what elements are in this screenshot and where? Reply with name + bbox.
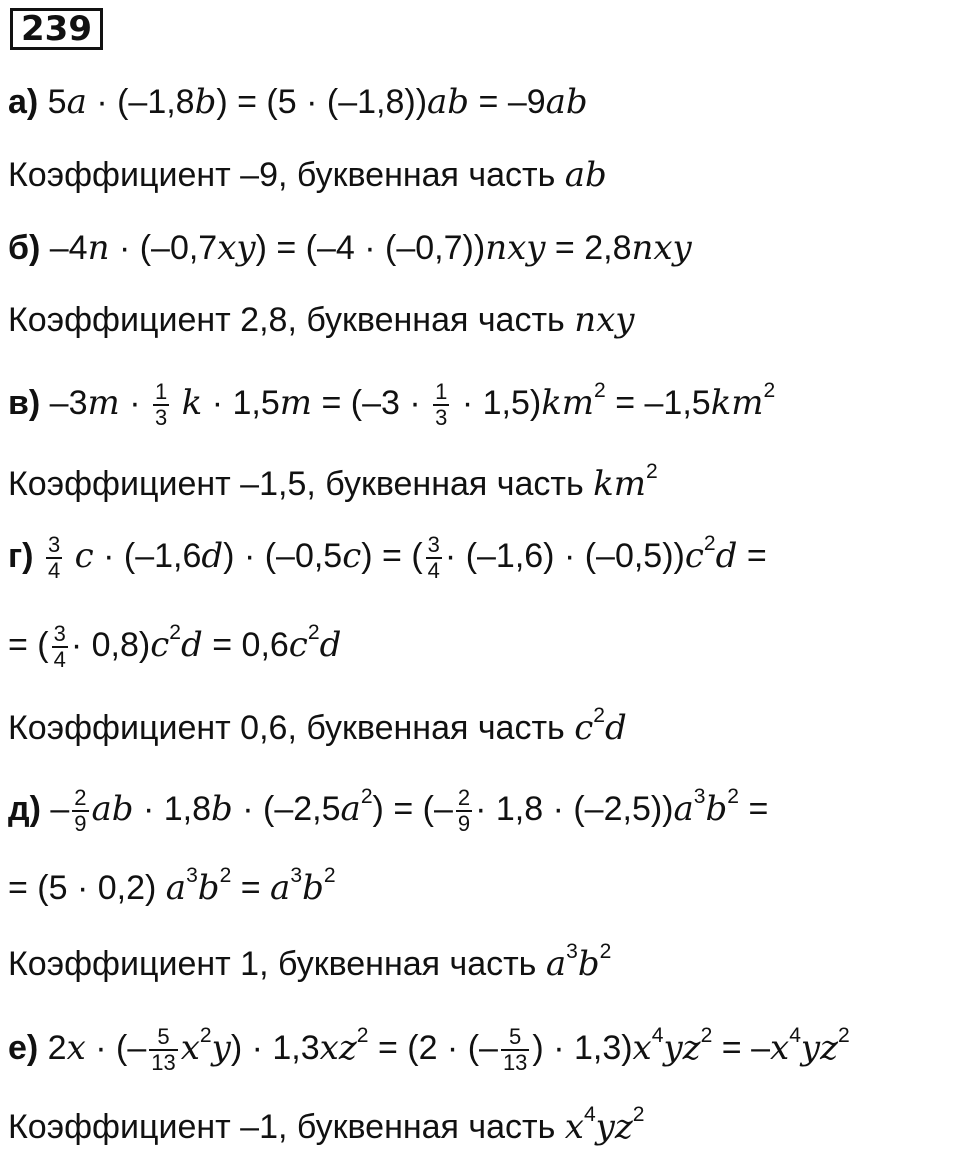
part-e-coefficient: Коэффициент –1, буквенная часть $x^4yz^2$ (8, 1103, 645, 1147)
part-b-coef-text: Коэффициент 2,8, буквенная часть (8, 301, 575, 339)
part-g-equation: г) $\frac{3}{4}$ c · (–1,6d) · (–0,5c) = ( $\frac{3}{4}$ · $(-1,6) \cdot (-0,5))c^2d$ = (8, 532, 767, 583)
fraction: $\frac{2}{9}$ (457, 785, 471, 836)
part-b-label: б) (8, 229, 41, 267)
part-v-label: в) (8, 383, 41, 422)
part-b-equation: б) –4n · (–0,7xy) = (–4 · (–0,7))nxy = 2,8nxy (8, 228, 692, 268)
part-g-label: г) (8, 536, 34, 575)
fraction: $\frac{3}{4}$ (427, 532, 440, 583)
part-a-letters: ab (564, 155, 607, 195)
part-v-coef-text: Коэффициент –1,5, буквенная часть (8, 465, 594, 503)
part-e-label: е) (8, 1028, 39, 1067)
part-g-coefficient: Коэффициент 0,6, буквенная часть $c^2d$ (8, 704, 627, 748)
fraction: $\frac{3}{4}$ (53, 621, 66, 672)
part-v-letters: km (593, 464, 646, 504)
part-a-label: а) (8, 83, 39, 121)
fraction: $\frac{1}{3}$ (154, 379, 168, 430)
part-d-coefficient: Коэффициент 1, буквенная часть $a^3b^2$ (8, 940, 612, 984)
part-b-letters: nxy (574, 300, 635, 340)
part-d-equation: д) – $\frac{2}{9}$ ab · $1,8b \cdot (-2,5a^2)$ = (– $\frac{2}{9}$ · $1,8 \cdot (-2,5))a^3b^2$ = (8, 785, 769, 836)
part-a-coef-text: Коэффициент –9, буквенная часть (8, 156, 565, 194)
part-g-equation-cont: = ( $\frac{3}{4}$ · $0,8)c^2d = 0,6c^2d$ (8, 621, 342, 672)
fraction: $\frac{5}{13}$ (502, 1024, 528, 1075)
part-d-label: д) (8, 789, 41, 828)
part-a-equation: а) 5a · (–1,8b) = (5 · (–1,8))ab = –9ab (8, 82, 588, 122)
problem-number: 239 (10, 8, 103, 50)
part-d-coef-text: Коэффициент 1, буквенная часть (8, 945, 546, 983)
part-a-coefficient (8, 153, 960, 197)
fraction: $\frac{3}{4}$ (47, 532, 61, 583)
part-e-coef-text: Коэффициент –1, буквенная часть (8, 1108, 565, 1146)
part-e-equation: е) 2x · (– $\frac{5}{13}$ $x^2y) \cdot 1,3xz^2 = (2$ · (– $\frac{5}{13}$ ) · $1,3)x^4yz^2 = -x^4yz^2$ (8, 1024, 850, 1075)
part-b-coefficient (8, 298, 960, 342)
part-g-coef-text: Коэффициент 0,6, буквенная часть (8, 709, 575, 747)
part-d-equation-cont: = (5 · 0,2) $a^3b^2 = a^3b^2$ (8, 864, 336, 908)
fraction: $\frac{2}{9}$ (74, 785, 87, 836)
fraction: $\frac{5}{13}$ (151, 1024, 176, 1075)
part-v-equation: в) –3m · $\frac{1}{3}$ k · 1,5m = (–3 · $\frac{1}{3}$ · $1,5)km^2 = -1,5km^2$ (8, 379, 776, 430)
fraction: $\frac{1}{3}$ (435, 379, 448, 430)
part-v-coefficient: Коэффициент –1,5, буквенная часть $km^2$ (8, 460, 658, 504)
